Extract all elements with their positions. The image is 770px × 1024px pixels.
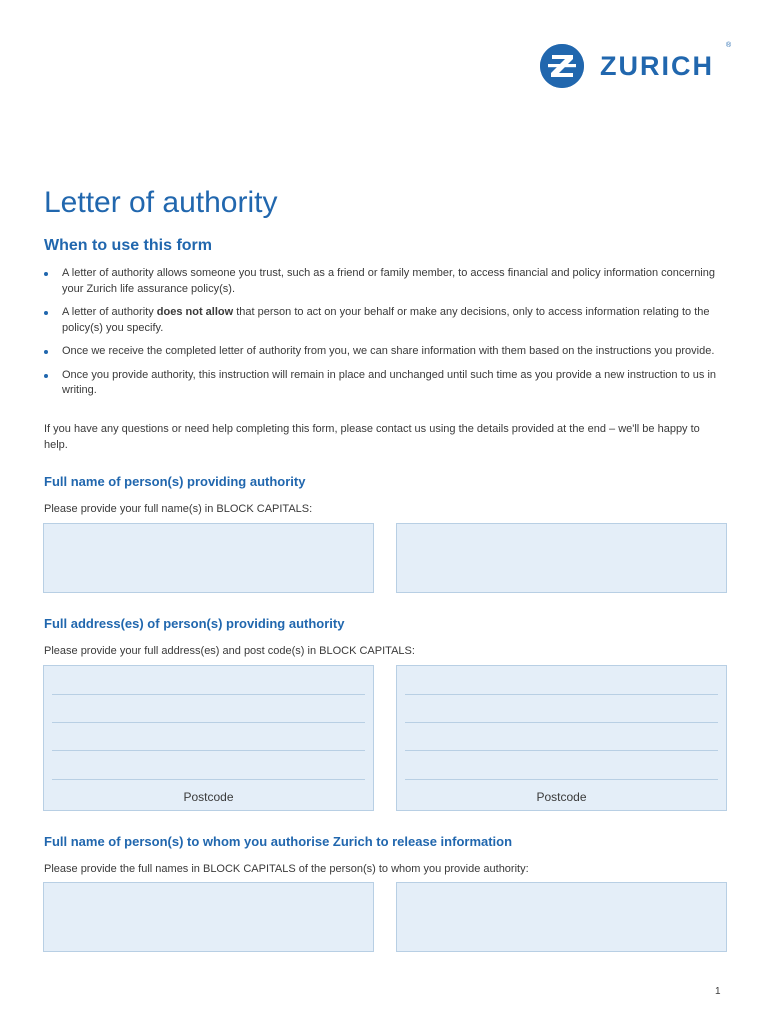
help-text: If you have any questions or need help completing this form, please contact us using the details provided at the end – we'll be happy to help. (44, 423, 700, 451)
zurich-logo (540, 42, 732, 88)
list-item (44, 305, 724, 336)
full-address-heading: Full address(es) of person(s) providing authority (44, 616, 345, 631)
brand-name: ZURICH (600, 50, 714, 81)
bullet-text: Once we receive the completed letter of authority from you, we can share information with them based on the instructions you provide. (62, 345, 715, 357)
postcode-label: Postcode (183, 790, 234, 804)
release-to-instruction: Please provide the full names in BLOCK CAPITALS of the person(s) to whom you provide authority: (44, 863, 529, 875)
list-item (44, 344, 724, 360)
bullet-icon (44, 350, 48, 354)
address-line-3[interactable] (52, 750, 365, 751)
postcode-label: Postcode (536, 790, 587, 804)
bullet-icon (44, 374, 48, 378)
full-address-field-2[interactable] (396, 665, 727, 811)
release-to-heading: Full name of person(s) to whom you authorise Zurich to release information (44, 834, 513, 849)
address-line-1[interactable] (405, 694, 718, 695)
address-line-1[interactable] (52, 694, 365, 695)
bullet-icon (44, 311, 48, 315)
full-name-field-1[interactable] (43, 523, 374, 593)
zurich-z-icon (540, 44, 584, 88)
full-address-instruction: Please provide your full address(es) and post code(s) in BLOCK CAPITALS: (44, 645, 415, 657)
bullet-text: that person to act on your behalf or make any decisions, only to access information relating to the policy(s) you specify. (62, 306, 710, 334)
info-bullet-list (44, 266, 724, 407)
full-address-field-1[interactable] (43, 665, 374, 811)
address-line-3[interactable] (405, 750, 718, 751)
bullet-text: Once you provide authority, this instruction will remain in place and unchanged until such time as you provide a new instruction to us in writing. (62, 368, 717, 396)
full-name-heading: Full name of person(s) providing authority (44, 474, 306, 489)
address-line-4[interactable] (52, 779, 365, 780)
release-to-field-2[interactable] (396, 882, 727, 952)
bullet-icon (44, 272, 48, 276)
full-name-instruction: Please provide your full name(s) in BLOCK CAPITALS: (44, 503, 313, 515)
release-to-field-1[interactable] (43, 882, 374, 952)
page-number: 1 (715, 986, 721, 997)
address-line-2[interactable] (405, 722, 718, 723)
list-item (44, 368, 724, 399)
registered-mark: ® (726, 42, 732, 49)
bullet-text: A letter of authority allows someone you trust, such as a friend or family member, to access financial and policy information concerning your Zurich life assurance policy(s). (62, 267, 715, 295)
bullet-bold-text: does not allow (156, 306, 234, 318)
bullet-text: A letter of authority (62, 306, 157, 318)
page-title: Letter of authority (44, 186, 278, 219)
full-name-field-2[interactable] (396, 523, 727, 593)
section-subtitle: When to use this form (44, 237, 212, 254)
address-line-4[interactable] (405, 779, 718, 780)
list-item (44, 266, 724, 297)
address-line-2[interactable] (52, 722, 365, 723)
